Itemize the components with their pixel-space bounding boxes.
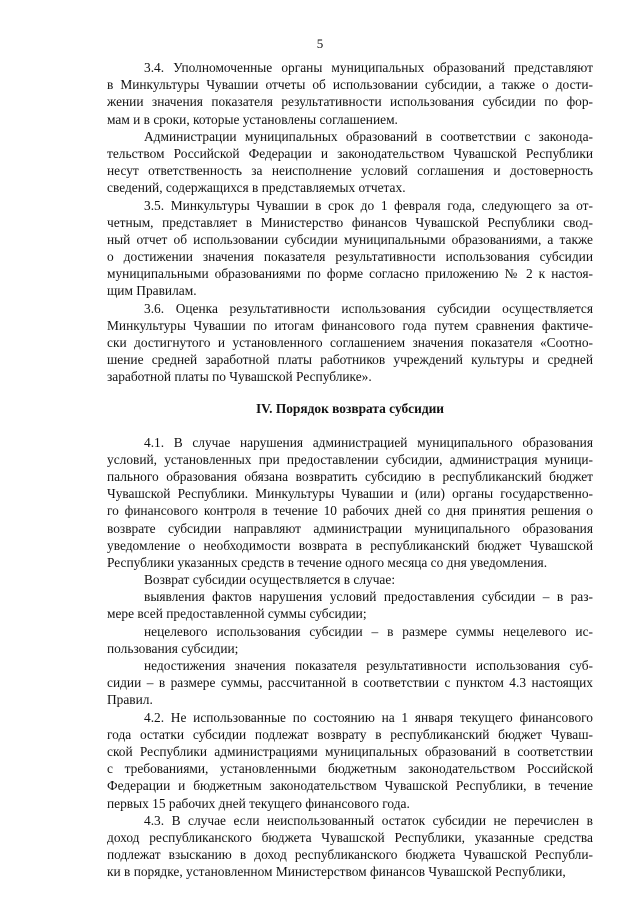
text-line: Федерации и бюджетным законодательством Чувашской Республики, в течение: [107, 778, 593, 794]
text-line: мам и в сроки, которые установлены соглашением.: [107, 111, 398, 127]
text-line: Республики указанных средств в течение одного месяца со дня уведомления.: [107, 554, 548, 570]
text-line: года остатки субсидии подлежат возврату в республиканский бюджет Чуваш-: [107, 726, 593, 742]
page-number: 5: [316, 36, 324, 51]
text-line: условий, установленных при предоставлении субсидии, администрация муници-: [107, 451, 593, 467]
text-line: с требованиями, установленными бюджетным законодательством Российской: [107, 761, 593, 777]
text-line: Правил.: [107, 692, 153, 708]
text-line: Чувашской Республики. Минкультуры Чувашии и (или) органы государственно-: [107, 486, 593, 502]
paragraph-p-3-6: [107, 300, 593, 386]
text-line: жении значения показателя результативности использования субсидии по фор-: [107, 94, 593, 110]
text-line: 4.1. В случае нарушения администрацией муниципального образования: [144, 434, 593, 450]
text-line: 3.4. Уполномоченные органы муниципальных образований представляют: [144, 60, 593, 75]
text-line: возврате субсидии направляют администрации муниципального образования: [107, 520, 593, 536]
paragraph-p-3-5: [107, 197, 593, 300]
section-heading: IV. Порядок возврата субсидии: [255, 400, 445, 416]
text-line: уведомление о необходимости возврата в республиканский бюджет Чувашской: [107, 537, 593, 553]
text-line: сведений, содержащихся в представляемых отчетах.: [107, 180, 406, 196]
text-line: Возврат субсидии осуществляется в случае:: [144, 572, 396, 588]
text-line: пользования субсидии;: [107, 640, 239, 656]
paragraph-p-admin: [107, 128, 593, 197]
text-line: Минкультуры Чувашии по итогам финансового года путем сравнения фактиче-: [107, 317, 593, 333]
text-line: ки в порядке, установленном Министерством финансов Чувашской Республики,: [107, 864, 566, 880]
text-line: четным, представляет в Министерство финансов Чувашской Республики свод-: [107, 214, 593, 230]
paragraph-p-return: [107, 571, 593, 588]
paragraph-p-4-2: [107, 709, 593, 812]
text-line: выявления фактов нарушения условий предоставления субсидии – в раз-: [144, 589, 593, 605]
paragraph-p-case-1: [107, 588, 593, 622]
text-line: 3.5. Минкультуры Чувашии в срок до 1 февраля года, следующего за от-: [144, 197, 593, 213]
document-body: [107, 59, 593, 880]
text-line: подлежат взысканию в доход республиканского бюджета Чувашской Республи-: [107, 847, 593, 863]
text-line: шение средней заработной платы работников учреждений культуры и средней: [107, 352, 593, 368]
text-line: щим Правилам.: [107, 283, 197, 299]
text-line: муниципальными образованиями по форме согласно приложению № 2 к настоя-: [107, 266, 593, 282]
text-line: 3.6. Оценка результативности использования субсидии осуществляется: [144, 300, 593, 316]
text-line: сидии – в размере суммы, рассчитанной в соответствии с пунктом 4.3 настоящих: [107, 675, 593, 691]
text-line: тельством Российской Федерации и законодательством Чувашской Республики: [107, 145, 593, 161]
text-line: первых 15 рабочих дней текущего финансового года.: [107, 795, 410, 811]
paragraph-p-4-1: [107, 434, 593, 572]
text-line: заработной платы по Чувашской Республике».: [107, 369, 372, 385]
text-line: 4.3. В случае если неиспользованный остаток субсидии не перечислен в: [144, 812, 593, 828]
text-line: Администрации муниципальных образований в соответствии с законода-: [144, 128, 593, 144]
paragraph-p-case-3: [107, 657, 593, 709]
text-line: несут ответственность за неисполнение условий соглашения и достоверность: [107, 163, 593, 179]
text-line: о достижении значения показателя результативности использования субсидии: [107, 249, 593, 265]
text-line: ски достигнутого и установленного соглашением значения показателя «Соотно-: [107, 335, 593, 350]
text-line: доход республиканского бюджета Чувашской Республики, указанные средства: [107, 829, 593, 845]
paragraph-p-3-4: [107, 59, 593, 128]
text-line: го финансового контроля в течение 10 рабочих дней со дня принятия решения о: [107, 503, 593, 519]
text-line: в Минкультуры Чувашии отчеты об использовании субсидии, а также о дости-: [107, 77, 593, 93]
text-line: нецелевого использования субсидии – в размере суммы нецелевого ис-: [144, 623, 593, 639]
text-line: 4.2. Не использованные по состоянию на 1 января текущего финансового: [144, 709, 593, 725]
text-line: мере всей предоставленной суммы субсидии;: [107, 606, 367, 622]
text-line: ской Республики администрациями муниципальных образований в соответствии: [107, 743, 593, 759]
text-line: ный отчет об использовании субсидии муниципальными образованиями, а также: [107, 231, 593, 247]
text-line: пального образования обязана возвратить субсидию в республиканский бюджет: [107, 468, 593, 484]
paragraph-p-case-2: [107, 623, 593, 657]
text-line: недостижения значения показателя результативности использования суб-: [144, 658, 593, 673]
paragraph-p-4-3: [107, 812, 593, 881]
